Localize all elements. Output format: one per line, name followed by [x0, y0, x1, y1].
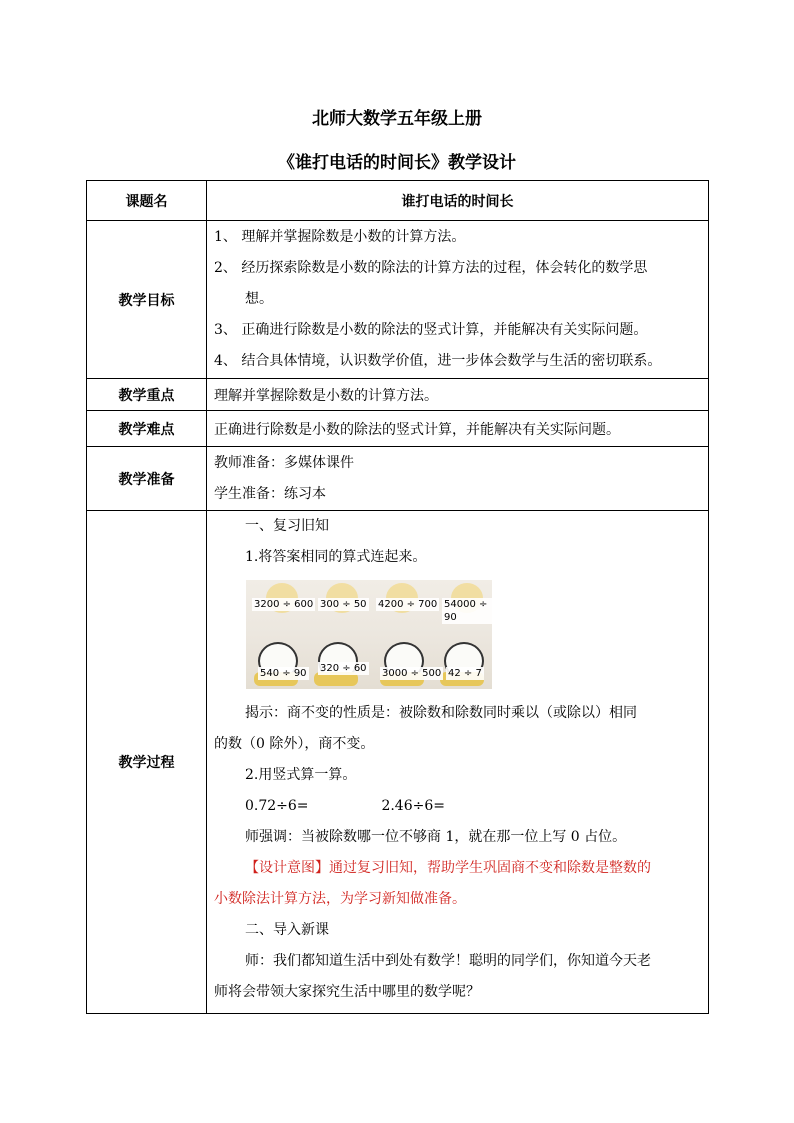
topic-label: 课题名: [87, 181, 207, 221]
expr-top-2: 300 ÷ 50: [320, 599, 367, 610]
topic-value: 谁打电话的时间长: [207, 181, 709, 221]
prep-teacher: 教师准备：多媒体课件: [214, 454, 354, 471]
expr-bottom-3: 3000 ÷ 500: [382, 668, 442, 679]
key-point-label: 教学重点: [87, 379, 207, 411]
question-2: 2.用竖式算一算。: [245, 767, 357, 783]
process-label: 教学过程: [87, 511, 207, 1014]
design-intent-tag: 【设计意图】: [245, 860, 329, 876]
goal-item: 2、 经历探索除数是小数的除法的计算方法的过程，体会转化的数学思: [214, 260, 648, 276]
goal-item: 4、 结合具体情境，认识数学价值，进一步体会数学与生活的密切联系。: [214, 353, 662, 369]
question-1: 1.将答案相同的算式连起来。: [245, 549, 427, 565]
design-intent-line-2: 小数除法计算方法，为学习新知做准备。: [214, 891, 466, 907]
review-heading: 一、复习旧知: [245, 518, 329, 534]
teacher-line-2: 师将会带领大家探究生活中哪里的数学呢？: [214, 984, 480, 1000]
goal-item: 3、 正确进行除数是小数的除法的竖式计算，并能解决有关实际问题。: [214, 322, 648, 338]
goal-item: 1、 理解并掌握除数是小数的计算方法。: [214, 229, 466, 245]
table-row: [87, 411, 709, 447]
goals-cell: [207, 221, 709, 379]
design-intent-text: 通过复习旧知，帮助学生巩固商不变和除数是整数的: [329, 860, 651, 876]
expr-bottom-4: 42 ÷ 7: [448, 668, 482, 679]
teacher-line-1: 师：我们都知道生活中到处有数学！聪明的同学们，你知道今天老: [245, 953, 651, 969]
table-row: [87, 447, 709, 511]
matching-exercise-image: [246, 580, 492, 689]
lesson-plan-table: [86, 180, 709, 1014]
prep-cell: [207, 447, 709, 511]
expr-top-3: 4200 ÷ 700: [378, 599, 438, 610]
expr-top-1: 3200 ÷ 600: [254, 599, 314, 610]
process-cell: [207, 511, 709, 1014]
design-intent-line-1: [214, 853, 702, 884]
doc-title-line1: 北师大数学五年级上册: [312, 109, 482, 129]
expr-bottom-1: 540 ÷ 90: [260, 668, 307, 679]
prep-label: 教学准备: [87, 447, 207, 511]
table-row: [87, 379, 709, 411]
difficulty-value: 正确进行除数是小数的除法的竖式计算，并能解决有关实际问题。: [207, 411, 709, 447]
reveal-line-1: 揭示：商不变的性质是：被除数和除数同时乘以（或除以）相同: [245, 705, 637, 721]
goal-item-cont: 想。: [245, 291, 273, 307]
expr-top-4: 54000 ÷ 90: [442, 598, 492, 624]
doc-title-line2: 《谁打电话的时间长》教学设计: [278, 153, 516, 173]
calc-a: 0.72÷6=: [245, 798, 309, 814]
intro-heading: 二、导入新课: [245, 922, 329, 938]
table-row: [87, 221, 709, 379]
key-point-value: 理解并掌握除数是小数的计算方法。: [207, 379, 709, 411]
teacher-emphasis: 师强调：当被除数哪一位不够商 1，就在那一位上写 0 占位。: [245, 829, 627, 845]
expr-bottom-2: 320 ÷ 60: [320, 663, 367, 674]
difficulty-label: 教学难点: [87, 411, 207, 447]
reveal-line-2: 的数（0 除外），商不变。: [214, 736, 375, 752]
prep-student: 学生准备：练习本: [214, 485, 326, 502]
calc-row: [214, 791, 702, 822]
goals-label: 教学目标: [87, 221, 207, 379]
calc-b: 2.46÷6=: [381, 798, 445, 814]
table-row: [87, 181, 709, 221]
table-row: [87, 511, 709, 1014]
